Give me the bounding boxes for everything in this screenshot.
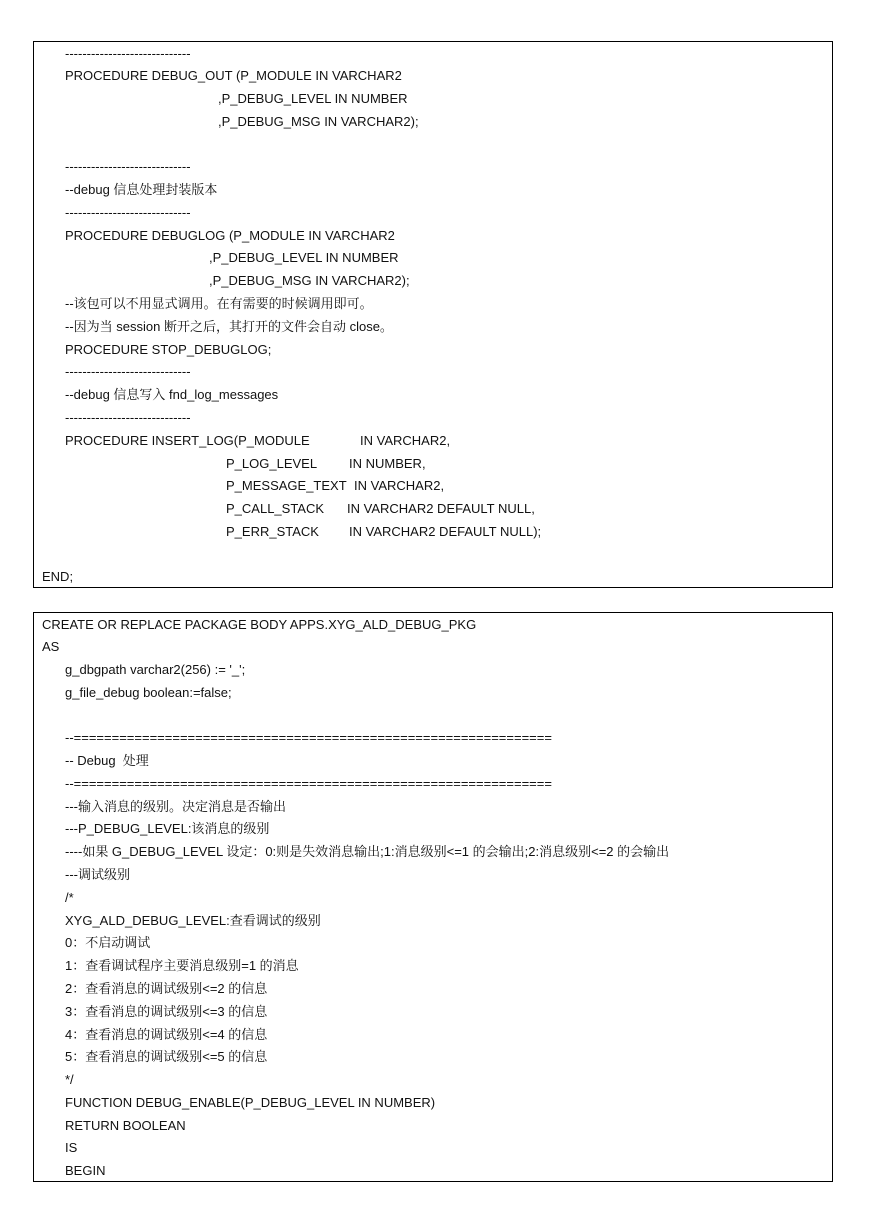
code-line: 1：查看调试程序主要消息级别=1 的消息 (65, 958, 299, 973)
code-line: 5：查看消息的调试级别<=5 的信息 (65, 1049, 268, 1064)
code-line: 0：不启动调试 (65, 935, 151, 950)
code-line: P_ERR_STACK (226, 524, 319, 539)
code-line: P_LOG_LEVEL (226, 456, 318, 471)
code-line: --debug 信息写入 fnd_log_messages (65, 387, 279, 402)
code-line: ---调试级别 (65, 867, 130, 882)
code-line: ----------------------------- (65, 205, 191, 220)
code-line: BEGIN (65, 1163, 106, 1178)
code-line: /* (65, 890, 74, 905)
code-line: RETURN BOOLEAN (65, 1118, 186, 1133)
code-line: IS (65, 1140, 78, 1155)
code-line: XYG_ALD_DEBUG_LEVEL:查看调试的级别 (65, 913, 321, 928)
code-line: g_file_debug boolean:=false; (65, 685, 232, 700)
code-line: IN VARCHAR2 DEFAULT NULL); (349, 524, 542, 539)
code-line: 3：查看消息的调试级别<=3 的信息 (65, 1004, 268, 1019)
code-line: --因为当 session 断开之后，其打开的文件会自动 close。 (65, 319, 393, 334)
code-line: 4：查看消息的调试级别<=4 的信息 (65, 1027, 268, 1042)
code-line: IN NUMBER, (349, 456, 426, 471)
code-line: ----------------------------- (65, 410, 191, 425)
code-line: PROCEDURE STOP_DEBUGLOG; (65, 342, 272, 357)
code-line: IN VARCHAR2, (360, 433, 451, 448)
code-line: P_MESSAGE_TEXT (226, 478, 347, 493)
code-line: 2：查看消息的调试级别<=2 的信息 (65, 981, 268, 996)
code-block-package-spec (33, 41, 833, 588)
code-line: END; (42, 569, 74, 584)
code-line: --debug 信息处理封装版本 (65, 182, 218, 197)
code-line: PROCEDURE INSERT_LOG(P_MODULE (65, 433, 310, 448)
code-line: ,P_DEBUG_LEVEL IN NUMBER (209, 250, 399, 265)
code-line: ,P_DEBUG_MSG IN VARCHAR2); (218, 114, 419, 129)
code-line: PROCEDURE DEBUGLOG (P_MODULE IN VARCHAR2 (65, 228, 395, 243)
code-line: PROCEDURE DEBUG_OUT (P_MODULE IN VARCHAR2 (65, 68, 402, 83)
code-line: */ (65, 1072, 74, 1087)
code-line: --=============================================================== (65, 776, 552, 791)
code-line: -- Debug 处理 (65, 753, 149, 768)
code-line: --该包可以不用显式调用。在有需要的时候调用即可。 (65, 296, 373, 311)
code-line: AS (42, 639, 60, 654)
code-line: ----------------------------- (65, 159, 191, 174)
code-line: ----------------------------- (65, 46, 191, 61)
code-line: IN VARCHAR2, (354, 478, 445, 493)
code-line: ---输入消息的级别。决定消息是否输出 (65, 799, 286, 814)
code-line: CREATE OR REPLACE PACKAGE BODY APPS.XYG_ALD_DEBUG_PKG (42, 617, 477, 632)
code-line: ,P_DEBUG_LEVEL IN NUMBER (218, 91, 408, 106)
code-line: P_CALL_STACK (226, 501, 325, 516)
code-line: ,P_DEBUG_MSG IN VARCHAR2); (209, 273, 410, 288)
code-line: g_dbgpath varchar2(256) := '_'; (65, 662, 246, 677)
code-line: FUNCTION DEBUG_ENABLE(P_DEBUG_LEVEL IN NUMBER) (65, 1095, 436, 1110)
code-line: --=============================================================== (65, 730, 552, 745)
code-line: ----如果 G_DEBUG_LEVEL 设定：0:则是失效消息输出;1:消息级别<=1 的会输出;2:消息级别<=2 的会输出 (65, 844, 670, 859)
code-line: ---P_DEBUG_LEVEL:该消息的级别 (65, 821, 270, 836)
code-line: ----------------------------- (65, 364, 191, 379)
code-line: IN VARCHAR2 DEFAULT NULL, (347, 501, 535, 516)
code-block-package-body (33, 612, 833, 1182)
